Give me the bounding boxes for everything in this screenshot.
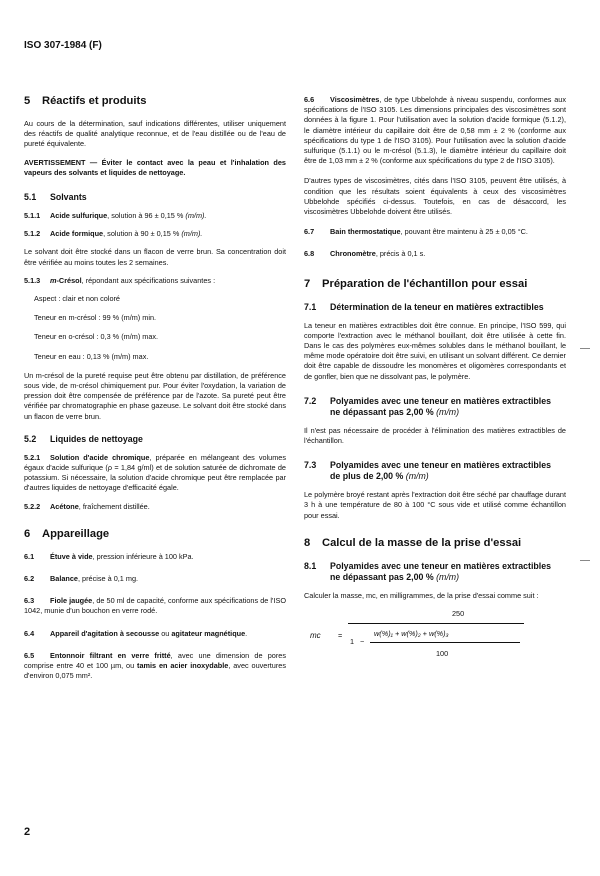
section-7-2-heading: 7.2 Polyamides avec une teneur en matières extractibles ne dépassant pas 2,00 % (m/m) — [304, 395, 552, 417]
formula-numerator: 250 — [452, 609, 465, 619]
section-8-heading: 8 Calcul de la masse de la prise d'essai — [304, 536, 522, 549]
section-5-2-heading: 5.2 Liquides de nettoyage — [24, 433, 143, 444]
clause-5-1-1: 5.1.1 Acide sulfurique, solution à 96 ± 0,15 % (m/m). — [24, 211, 207, 221]
section-8-1-heading: 8.1 Polyamides avec une teneur en matières extractibles ne dépassant pas 2,00 % (m/m) — [304, 560, 552, 582]
clause-8-1-text: Calculer la masse, mc, en milligrammes, de la prise d'essai comme suit : — [304, 590, 539, 600]
formula-inner-bar — [370, 642, 520, 643]
formula-equals: = — [338, 631, 343, 641]
clause-5-1-2: 5.1.2 Acide formique, solution à 90 ± 0,15 % (m/m). — [24, 229, 203, 239]
clause-5-1-2-note: Le solvant doit être stocké dans un flacon de verre brun. Sa concentration doit être vérifiée au moins toutes les 2 semaines. — [24, 247, 286, 267]
clause-6-4: 6.4 Appareil d'agitation à secousse ou agitateur magnétique. — [24, 628, 248, 638]
clause-7-2-text: Il n'est pas nécessaire de procéder à l'élimination des matières extractibles de l'échantillon. — [304, 425, 566, 446]
section-7-1-heading: 7.1 Détermination de la teneur en matières extractibles — [304, 301, 544, 312]
clause-6-3: 6.3 Fiole jaugée, de 50 ml de capacité, conforme aux spécifications de l'ISO 1042, munie d'un bouchon en verre rodé. — [24, 596, 286, 616]
formula-fraction-bar — [348, 623, 524, 624]
margin-mark — [580, 348, 590, 349]
formula-minus: − — [360, 637, 365, 647]
margin-mark — [580, 560, 590, 561]
clause-7-1-text: La teneur en matières extractibles doit être connue. En principe, l'ISO 599, qui comporte l'extraction avec le méthanol bouillant, doit être utilisée à cette fin. Dans le cas des polymères eux-mêmes solubles dans le méthanol bouillant, le même mode opératoire doit être suivi, en utilisant un solvant différent. Ce dernier doit être capable de dissoudre les monomères et oligomères correspondants et de gonfler, bien que ne dissolvant pas, le polymère. — [304, 320, 566, 381]
clause-6-8: 6.8 Chronomètre, précis à 0,1 s. — [304, 249, 426, 259]
formula-mc: mc — [310, 631, 321, 641]
spec-item: Aspect : clair et non coloré — [34, 294, 120, 304]
spec-item: Teneur en m-crésol : 99 % (m/m) min. — [34, 313, 157, 323]
clause-6-5: 6.5 Entonnoir filtrant en verre fritté, avec une dimension de pores comprise entre 40 et 100 µm, ou tamis en acier inoxydable, avec ouvertures d'environ 0,075 mm². — [24, 650, 287, 681]
clause-6-2: 6.2 Balance, précise à 0,1 mg. — [24, 574, 139, 584]
right-column — [304, 95, 566, 665]
mass-formula — [304, 609, 566, 665]
section-6-heading: 6 Appareillage — [24, 527, 110, 540]
clause-6-6-note: D'autres types de viscosimètres, cités dans l'ISO 3105, peuvent être utilisés, à condition que les résultats soient équivalents à ceux des viscosimètres Ubbelohde spécifiés ci-dessus. Toutefois, en cas de désaccord, les viscosimètres Ubbelohde doivent être utilisés. — [304, 176, 566, 217]
section-7-heading: 7 Préparation de l'échantillon pour essai — [304, 277, 528, 290]
warning: AVERTISSEMENT — Éviter le contact avec la peau et l'inhalation des vapeurs des solvants et liquides de nettoyage. — [24, 157, 286, 177]
clause-6-6: 6.6 Viscosimètres, de type Ubbelohde à niveau suspendu, conformes aux spécifications de l'ISO 3105. Les dimensions principales des viscosimètres sont données à la figure 1. Pour l'utilisation avec la solution d'acide formique (5.1.2), le diamètre intérieur du capillaire doit être de 0,58 mm ± 2 % (conforme aux spécifications du type 1 de l'ISO 3105). Pour l'utilisation avec la solution d'acide sulfurique (5.1.1) ou le m-crésol (5.1.3), le diamètre intérieur du capillaire doit être de 1,03 mm ± 2 % (conforme aux spécifications du type 2 de l'ISO 3105). — [304, 95, 566, 166]
clause-6-1: 6.1 Étuve à vide, pression inférieure à 100 kPa. — [24, 551, 194, 561]
spec-item: Teneur en eau : 0,13 % (m/m) max. — [34, 351, 149, 361]
clause-5-2-1: 5.2.1 Solution d'acide chromique, préparée en mélangeant des volumes égaux d'acide sulfurique (ρ = 1,84 g/ml) et de solution saturée de dichromate de potassium. Si nécessaire, la solution d'acide chromique peut être remplacée par d'autres liquides de nettoyage d'efficacité égale. — [24, 452, 286, 493]
page-header: ISO 307-1984 (F) — [24, 40, 102, 51]
clause-7-3-text: Le polymère broyé restant après l'extraction doit être séché par chauffage durant 3 h à une température de 80 à 100 °C sous vide et utilisé comme échantillon pour essai. — [304, 490, 566, 520]
clause-6-7: 6.7 Bain thermostatique, pouvant être maintenu à 25 ± 0,05 °C. — [304, 227, 528, 237]
spec-item: Teneur en o-crésol : 0,3 % (m/m) max. — [34, 332, 159, 342]
left-column — [24, 95, 286, 690]
section-7-3-heading: 7.3 Polyamides avec une teneur en matières extractibles de plus de 2,00 % (m/m) — [304, 460, 552, 482]
clause-5-2-2: 5.2.2 Acétone, fraîchement distillée. — [24, 501, 150, 511]
formula-one: 1 — [350, 637, 355, 647]
formula-denominator: 100 — [436, 649, 449, 659]
section-5-intro: Au cours de la détermination, sauf indications différentes, utiliser uniquement des réactifs de qualité analytique reconnue, et de l'eau distillée ou de l'eau de pureté équivalente. — [24, 119, 286, 149]
formula-inner-numerator: w(%)₁ + w(%)₂ + w(%)₃ — [374, 629, 449, 639]
section-5-1-heading: 5.1 Solvants — [24, 192, 87, 203]
section-5-heading: 5 Réactifs et produits — [24, 95, 147, 107]
page-number: 2 — [24, 826, 31, 838]
clause-5-1-3-note: Un m-crésol de la pureté requise peut être obtenu par distillation, de préférence sous vide, de m-crésol chimiquement pur. Pour éviter l'oxydation, la variation de pression doit être compensée de préférence par de l'azote. Sa pureté peut être vérifiée par chromatographie en phase gazeuse. Le solvant doit être stocké dans un flacon de verre brun. — [24, 370, 286, 421]
clause-5-1-3: 5.1.3 m-Crésol, répondant aux spécifications suivantes : — [24, 275, 216, 285]
